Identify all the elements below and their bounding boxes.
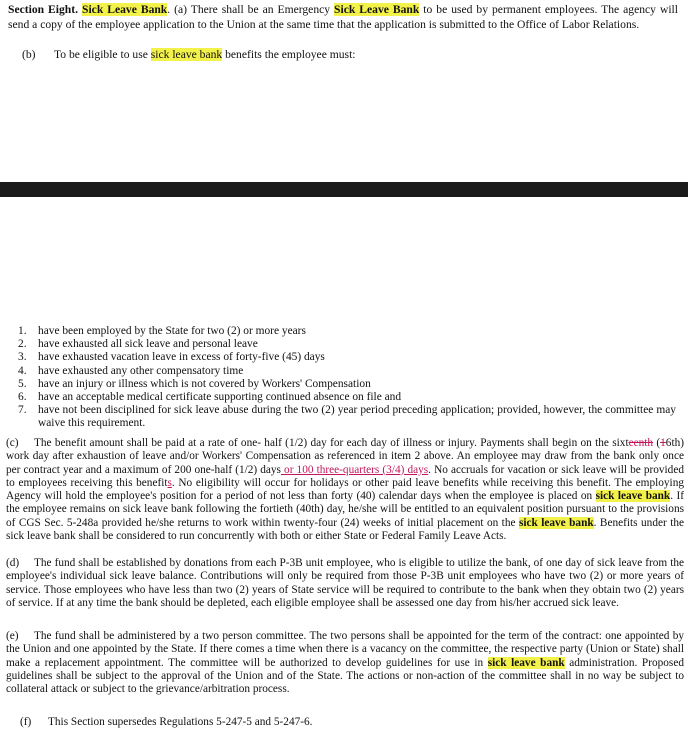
highlight-sick-leave-bank: sick leave bank: [150, 48, 223, 61]
intro-text-part: to be used by permanent employees. The agency will send a copy of the employee application to the Union at the same time that the application is submitted to the Office of Labor Relations.: [8, 3, 678, 31]
list-text: have exhausted any other compensatory time: [38, 364, 244, 377]
list-number: 3.: [18, 351, 27, 364]
inserted-text: s: [167, 476, 172, 489]
paragraph-label: (d): [6, 557, 20, 569]
highlight-sick-leave-bank: sick leave bank: [518, 516, 594, 529]
list-number: 7.: [18, 404, 27, 417]
paragraph-text: . Benefits under the sick leave bank shall be considered to run concurrently with both or either State or Federal Family Leave Acts.: [6, 516, 685, 543]
highlight-sick-leave-bank: sick leave bank: [595, 490, 671, 503]
paragraph-label: (e): [6, 630, 19, 642]
deleted-text: 1: [660, 437, 666, 449]
list-text: have been employed by the State for two (2) or more years: [38, 325, 306, 337]
paragraph-text: The benefit amount shall be paid at a rate of one- half (1/2) day for each day of illness or injury. Payments shall begin on the sixt: [34, 437, 629, 449]
list-number: 5.: [18, 377, 27, 390]
list-item: [18, 365, 676, 378]
list-text: have not been disciplined for sick leave abuse during the two (2) year period preceding application; provided, however, the committee may waive this requirement.: [38, 404, 676, 430]
list-text: have exhausted all sick leave and personal leave: [38, 338, 258, 351]
list-item: [18, 338, 676, 351]
list-number: 2.: [18, 338, 27, 351]
paragraph-c: [6, 437, 684, 543]
list-item: [18, 378, 676, 391]
paragraph-text: . No eligibility will occur for holidays or other paid leave benefits while receiving this benefit. The employing Agency will hold the employee's position for a period of not less than forty (40) calendar days when the employee is placed on: [6, 476, 684, 503]
highlight-sick-leave-bank: sick leave bank: [487, 656, 565, 669]
list-number: 1.: [18, 325, 27, 337]
paragraph-label: (c): [6, 437, 19, 449]
list-text: have exhausted vacation leave in excess of forty-five (45) days: [38, 351, 325, 364]
paragraph-text: To be eligible to use: [54, 48, 151, 61]
paragraph-label: (f): [20, 716, 32, 728]
page-separator-band: [0, 182, 688, 197]
section-eight-intro: [8, 2, 678, 32]
list-text: have an acceptable medical certificate supporting continued absence on file and: [38, 391, 402, 404]
inserted-text: or 100 three-quarters (3/4) days: [280, 463, 429, 476]
paragraph-e: [6, 630, 684, 696]
intro-text-part: . (a) There shall be an Emergency: [167, 3, 335, 16]
paragraph-text: This Section supersedes Regulations 5-247-5 and 5-247-6.: [48, 716, 313, 728]
list-item: [18, 391, 676, 404]
list-text: have an injury or illness which is not covered by Workers' Compensation: [38, 377, 371, 390]
eligibility-list: [18, 325, 676, 431]
list-number: 4.: [18, 364, 27, 377]
paragraph-text: . No accruals for vacation or sick leave will be provided to employees receiving this benefit: [6, 463, 684, 489]
paragraph-text: benefits the employee must:: [222, 48, 356, 61]
paragraph-d: [6, 557, 684, 610]
list-item: [18, 404, 676, 430]
list-number: 6.: [18, 391, 27, 404]
paragraph-text: The fund shall be administered by a two person committee. The two persons shall be appointed for the term of the contract: one appointed by the Union and one appointed by the State. If there comes a time when there is a vacancy on the committee, the respective party (Union or State) shall make a replacement appointment. The committee will be authorized to develop guidelines for use in: [6, 630, 684, 669]
deleted-text: eenth: [628, 437, 654, 449]
paragraph-text: . If the employee remains on sick leave bank following the fortieth (40th) day, he/she will be entitled to an equivalent position pursuant to the provisions of CGS Sec. 5-248a provided he/she returns to work within twenty-four (24) weeks of initial placement on the: [6, 490, 684, 529]
paragraph-text: administration. Proposed guidelines shall be subject to the approval of the Union and of the State. The actions or non-action of the committee shall in no way be subject to collateral attack or subject to the grievance/arbitration process.: [6, 656, 684, 696]
paragraph-text: 6th) work day after exhaustion of leave and/or Workers' Compensation as referenced in item 2 above. An employee may draw from the bank only once per contract year and a maximum of 200 one-half (1/2) days: [6, 437, 684, 476]
list-item: [18, 325, 676, 338]
list-item: [18, 351, 676, 364]
paragraph-text: The fund shall be established by donations from each P-3B unit employee, who is eligible to utilize the bank, of one day of sick leave from the employee's individual sick leave balance. Contributions will only be required from those P-3B unit employees who have two (2) or more years of service. Those employees who have less than two (2) years of State service will be required to contribute to the bank when they obtain two (2) years of service. If at any time the bank should be depleted, each eligible employee shall be assessed one day from his/her accrued sick leave.: [6, 557, 684, 609]
highlight-sick-leave-bank: Sick Leave Bank: [82, 3, 168, 16]
paragraph-b: [22, 47, 678, 62]
highlight-sick-leave-bank: Sick Leave Bank: [334, 3, 420, 16]
paragraph-label: (b): [22, 48, 36, 61]
paragraph-f: [20, 716, 684, 729]
paragraph-text: (: [653, 437, 661, 449]
section-heading: Section Eight.: [8, 3, 79, 16]
